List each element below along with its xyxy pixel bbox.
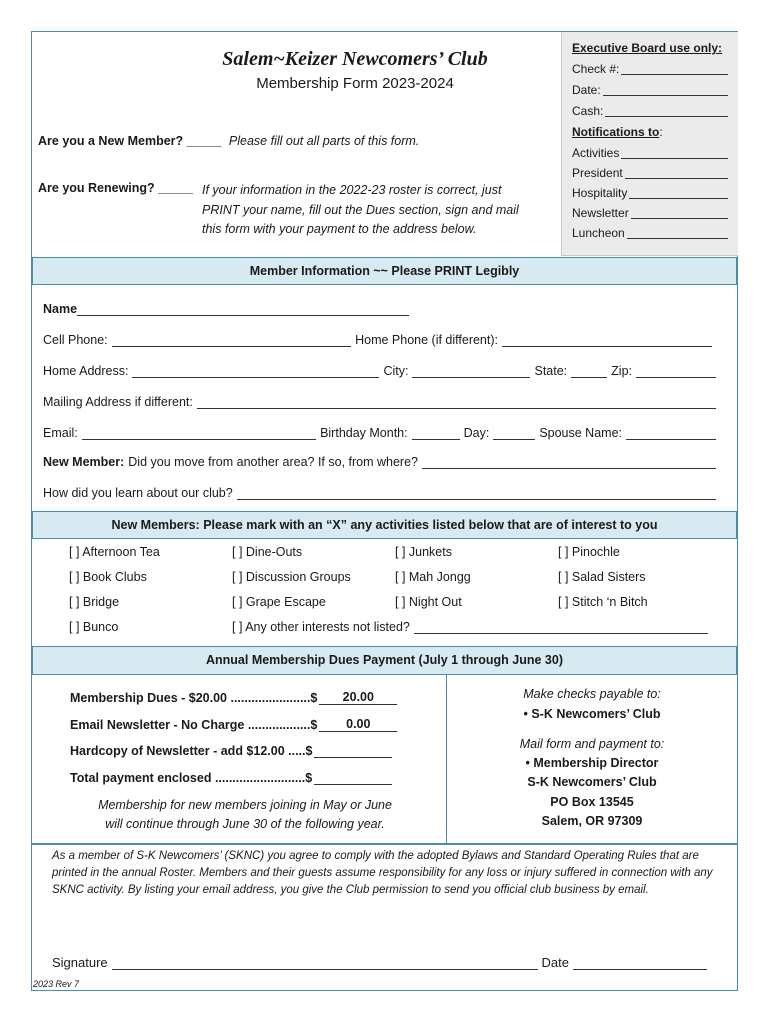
- activity-mah-jongg[interactable]: [ ] Mah Jongg: [395, 570, 471, 584]
- from-where-input[interactable]: [422, 456, 716, 469]
- renew-note-line: this form with your payment to the address below.: [202, 222, 477, 236]
- home-phone-label: Home Phone (if different):: [355, 333, 498, 347]
- notify-line[interactable]: [625, 166, 728, 179]
- address-line-1: • Membership Director: [525, 756, 659, 770]
- renew-question: [38, 181, 193, 195]
- dues-note-line: will continue through June 30 of the following year.: [105, 817, 385, 831]
- activity-other[interactable]: [ ] Any other interests not listed?: [232, 620, 410, 634]
- new-member-row: [43, 455, 716, 469]
- executive-board-box: [561, 32, 738, 256]
- notify-activities: Activities: [572, 146, 620, 160]
- birthday-label: Birthday Month:: [320, 426, 408, 440]
- mail-to-label: Mail form and payment to:: [519, 737, 665, 751]
- mailing-row: [43, 395, 716, 409]
- activities-band: New Members: Please mark with an “X” any activities listed below that are of interest to you: [32, 511, 737, 539]
- member-info-band: Member Information ~~ Please PRINT Legibly: [32, 257, 737, 285]
- address-line-2: S-K Newcomers’ Club: [527, 775, 657, 789]
- activity-salad-sisters[interactable]: [ ] Salad Sisters: [558, 570, 646, 584]
- form-title: Salem~Keizer Newcomers’ Club: [222, 48, 488, 70]
- day-label: Day:: [463, 426, 490, 440]
- home-address-input[interactable]: [132, 365, 379, 378]
- signature-row: [52, 955, 707, 970]
- activity-afternoon-tea[interactable]: [ ] Afternoon Tea: [69, 545, 160, 559]
- learn-input[interactable]: [237, 487, 716, 500]
- dues-value[interactable]: 20.00: [319, 690, 397, 705]
- dues-note: [60, 796, 430, 834]
- state-label: State:: [534, 364, 568, 378]
- dues-row-total: [70, 770, 415, 785]
- email-input[interactable]: [82, 427, 316, 440]
- dues-label: Total payment enclosed ..........................$: [70, 771, 313, 785]
- dues-row-membership: [70, 690, 415, 705]
- address-line-3: PO Box 13545: [550, 795, 634, 809]
- renew-note: [202, 181, 519, 240]
- notify-line[interactable]: [621, 146, 728, 159]
- new-member-bold: New Member:: [43, 455, 125, 469]
- dues-bottom-separator: [32, 843, 737, 845]
- activity-dine-outs[interactable]: [ ] Dine-Outs: [232, 545, 303, 559]
- dues-row-hardcopy: [70, 743, 415, 758]
- mailing-input[interactable]: [197, 396, 716, 409]
- payable-label: Make checks payable to:: [523, 687, 661, 701]
- dues-value[interactable]: 0.00: [319, 717, 397, 732]
- signature-date-input[interactable]: [573, 957, 707, 970]
- date-line[interactable]: [603, 83, 728, 96]
- email-label: Email:: [43, 426, 78, 440]
- dues-band: Annual Membership Dues Payment (July 1 through June 30): [32, 646, 737, 675]
- phone-row: [43, 333, 716, 347]
- dues-row-email: [70, 717, 415, 732]
- notify-luncheon: Luncheon: [572, 226, 625, 240]
- notify-hospitality: Hospitality: [572, 186, 628, 200]
- disclaimer: As a member of S-K Newcomers’ (SKNC) you agree to comply with the adopted Bylaws and Standard Operating Rules that are printed in the annual Roster. Members and their guests assume responsibility for any loss or injury suffered in connection with any SKNC activity. By listing your email address, you give the Club permission to send you official club business by email.: [52, 850, 713, 896]
- check-line[interactable]: [621, 62, 728, 75]
- dues-value[interactable]: [314, 770, 392, 785]
- day-input[interactable]: [493, 427, 535, 440]
- new-member-note: Please fill out all parts of this form.: [228, 134, 420, 148]
- date-label: Date:: [572, 83, 601, 97]
- learn-label: How did you learn about our club?: [43, 486, 233, 500]
- new-member-q: Did you move from another area? If so, from where?: [128, 455, 418, 469]
- notify-newsletter: Newsletter: [572, 206, 629, 220]
- notify-line[interactable]: [631, 206, 728, 219]
- renew-note-line: PRINT your name, fill out the Dues section, sign and mail: [202, 202, 519, 217]
- zip-label: Zip:: [611, 364, 632, 378]
- mailing-label: Mailing Address if different:: [43, 395, 193, 409]
- dues-label: Hardcopy of Newsletter - add $12.00 .....$: [70, 744, 313, 758]
- cash-line[interactable]: [605, 104, 728, 117]
- activity-pinochle[interactable]: [ ] Pinochle: [558, 545, 620, 559]
- activity-bunco[interactable]: [ ] Bunco: [69, 620, 119, 634]
- notify-line[interactable]: [629, 186, 728, 199]
- notify-line[interactable]: [627, 226, 728, 239]
- activity-discussion-groups[interactable]: [ ] Discussion Groups: [232, 570, 351, 584]
- city-input[interactable]: [412, 365, 530, 378]
- other-interests-input[interactable]: [414, 621, 708, 634]
- renew-note-line: If your information in the 2022-23 roster is correct, just: [202, 183, 502, 197]
- check-label: Check #:: [572, 62, 620, 76]
- cell-label: Cell Phone:: [43, 333, 108, 347]
- home-phone-input[interactable]: [502, 334, 712, 347]
- activity-stitch-n-bitch[interactable]: [ ] Stitch ‘n Bitch: [558, 595, 648, 609]
- notifications-heading: Notifications to: [572, 125, 660, 139]
- address-line-4: Salem, OR 97309: [541, 814, 643, 828]
- dues-value[interactable]: [314, 743, 392, 758]
- address-row: [43, 364, 716, 378]
- home-address-label: Home Address:: [43, 364, 129, 378]
- name-label: Name: [43, 302, 78, 316]
- email-row: [43, 426, 716, 440]
- notifications-colon: :: [659, 125, 663, 139]
- learn-row: [43, 486, 716, 500]
- city-label: City:: [383, 364, 409, 378]
- executive-heading: Executive Board use only:: [572, 41, 723, 55]
- state-input[interactable]: [571, 365, 607, 378]
- activity-bridge[interactable]: [ ] Bridge: [69, 595, 120, 609]
- activity-other-row: [232, 620, 708, 634]
- activity-book-clubs[interactable]: [ ] Book Clubs: [69, 570, 147, 584]
- cell-input[interactable]: [112, 334, 351, 347]
- activity-night-out[interactable]: [ ] Night Out: [395, 595, 462, 609]
- activity-junkets[interactable]: [ ] Junkets: [395, 545, 452, 559]
- signature-input[interactable]: [112, 957, 538, 970]
- zip-input[interactable]: [636, 365, 716, 378]
- signature-date-label: Date: [541, 955, 569, 970]
- revision-label: 2023 Rev 7: [33, 979, 80, 989]
- form-subtitle: Membership Form 2023-2024: [256, 75, 454, 92]
- birthday-input[interactable]: [412, 427, 460, 440]
- dues-label: Membership Dues - $20.00 .......................$: [70, 691, 318, 705]
- renew-label: Are you Renewing? _____: [38, 181, 193, 195]
- new-member-question: [38, 134, 419, 148]
- name-field[interactable]: [43, 302, 413, 316]
- payee: • S-K Newcomers’ Club: [523, 707, 661, 721]
- dues-note-line: Membership for new members joining in May or June: [98, 798, 392, 812]
- cash-label: Cash:: [572, 104, 604, 118]
- notify-president: President: [572, 166, 623, 180]
- signature-label: Signature: [52, 955, 108, 970]
- spouse-label: Spouse Name:: [539, 426, 622, 440]
- dues-label: Email Newsletter - No Charge ..................$: [70, 718, 318, 732]
- spouse-input[interactable]: [626, 427, 716, 440]
- new-member-label: Are you a New Member? _____: [38, 134, 222, 148]
- activity-grape-escape[interactable]: [ ] Grape Escape: [232, 595, 326, 609]
